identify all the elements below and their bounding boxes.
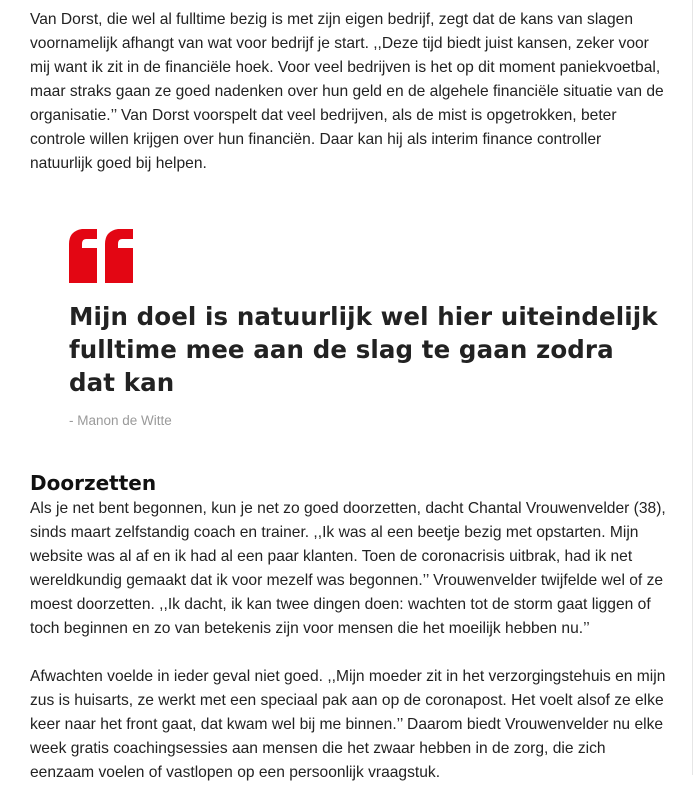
article-paragraph: Afwachten voelde in ieder geval niet goed. ,,Mijn moeder zit in het verzorgingstehuis en mijn zus is huisarts, ze werkt met een speciaal pak aan op de coronapost. Het voelt alsof ze elke keer naar het front gaat, dat kwam wel bij me binnen.’’ Daarom biedt Vrouwenvelder nu elke week gratis coachingsessies aan mensen die het zwaar hebben in de zorg, die zich eenzaam voelen of vastlopen op een persoonlijk vraagstuk. <box>30 668 666 781</box>
article-paragraph: Van Dorst, die wel al fulltime bezig is met zijn eigen bedrijf, zegt dat de kans van slagen voornamelijk afhangt van wat voor bedrijf je start. ,,Deze tijd biedt juist kansen, zeker voor mij want ik zit in de financiële hoek. Voor veel bedrijven is het op dit moment paniekvoetbal, maar straks gaan ze goed nadenken over hun geld en de algehele financiële situatie van de organisatie.’’ Van Dorst voorspelt dat veel bedrijven, als de mist is opgetrokken, beter controle willen krijgen over hun financiën. Daar kan hij als interim finance controller natuurlijk goed bij helpen. <box>30 11 664 172</box>
page-edge-divider <box>692 0 693 775</box>
quote-text: Mijn doel is natuurlijk wel hier uiteindelijk fulltime mee aan de slag te gaan zodra dat kan <box>69 302 658 397</box>
section-heading: Doorzetten <box>30 471 157 495</box>
quote-attribution: - Manon de Witte <box>69 413 172 428</box>
pull-quote <box>69 229 659 430</box>
article-body <box>30 8 666 785</box>
article-paragraph: Als je net bent begonnen, kun je net zo goed doorzetten, dacht Chantal Vrouwenvelder (38), sinds maart zelfstandig coach en trainer. ,,Ik was al een beetje bezig met opstarten. Mijn website was al af en ik had al een paar klanten. Toen de coronacrisis uitbrak, had ik net wereldkundig gemaakt dat ik voor mezelf was begonnen.’’ Vrouwenvelder twijfelde wel of ze moest doorzetten. ,,Ik dacht, ik kan twee dingen doen: wachten tot de storm gaat liggen of toch beginnen en zo van betekenis zijn voor mensen die het moeilijk hebben nu.’’ <box>30 500 666 637</box>
quote-marks-icon <box>69 229 135 283</box>
quote-mark-right <box>105 229 133 283</box>
quote-mark-left <box>69 229 97 283</box>
